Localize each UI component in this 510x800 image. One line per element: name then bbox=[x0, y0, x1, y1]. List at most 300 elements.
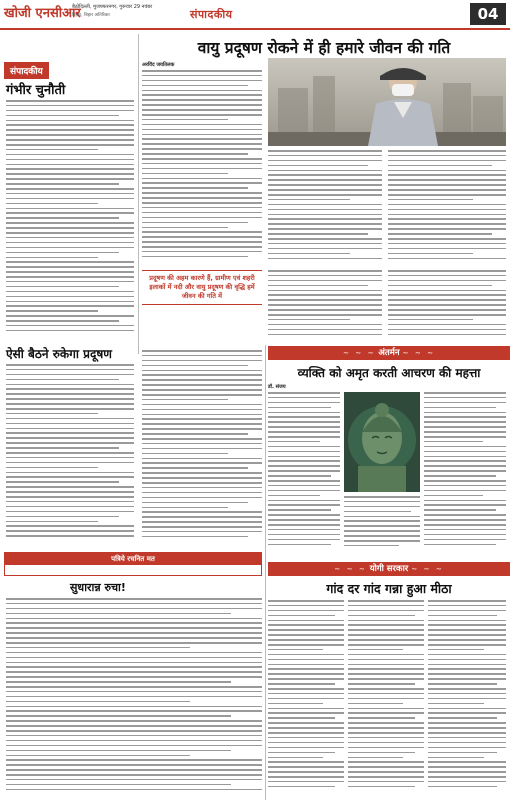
lead-body-col1 bbox=[142, 70, 262, 265]
text-line bbox=[344, 520, 420, 522]
text-line bbox=[424, 412, 506, 414]
page-number: 04 bbox=[470, 3, 506, 25]
text-line bbox=[142, 129, 262, 131]
text-line bbox=[268, 421, 340, 423]
text-line bbox=[142, 438, 262, 440]
text-line bbox=[268, 727, 344, 729]
text-line bbox=[268, 717, 335, 719]
text-line bbox=[6, 740, 262, 742]
text-line bbox=[348, 639, 424, 641]
text-line bbox=[424, 431, 506, 433]
text-line bbox=[142, 173, 228, 175]
text-line bbox=[348, 781, 424, 783]
text-line bbox=[268, 761, 344, 763]
text-line bbox=[268, 500, 340, 502]
text-line bbox=[142, 399, 228, 401]
text-line bbox=[6, 315, 134, 317]
text-line bbox=[6, 784, 231, 786]
text-line bbox=[142, 507, 228, 509]
text-line bbox=[424, 509, 496, 511]
text-line bbox=[348, 757, 403, 759]
text-line bbox=[428, 610, 506, 612]
text-line bbox=[428, 712, 506, 714]
text-line bbox=[142, 158, 262, 160]
text-line bbox=[268, 752, 335, 754]
text-line bbox=[6, 491, 134, 493]
text-line bbox=[388, 199, 473, 201]
text-line bbox=[388, 233, 492, 235]
text-line bbox=[6, 720, 262, 722]
text-line bbox=[388, 194, 506, 196]
text-line bbox=[388, 238, 506, 240]
text-line bbox=[428, 757, 484, 759]
text-line bbox=[388, 174, 506, 176]
text-line bbox=[142, 119, 228, 121]
text-line bbox=[268, 678, 344, 680]
text-line bbox=[6, 237, 134, 239]
text-line bbox=[268, 280, 382, 282]
text-line bbox=[388, 294, 506, 296]
text-line bbox=[142, 104, 262, 106]
text-line bbox=[348, 698, 424, 700]
text-line bbox=[142, 389, 262, 391]
text-line bbox=[142, 231, 262, 233]
text-line bbox=[428, 644, 506, 646]
text-line bbox=[268, 248, 382, 250]
text-line bbox=[142, 482, 262, 484]
lead-byline: अरविंद जयतिलक bbox=[142, 62, 175, 68]
text-line bbox=[6, 242, 134, 244]
text-line bbox=[6, 144, 134, 146]
text-line bbox=[6, 481, 119, 483]
text-line bbox=[6, 501, 134, 503]
text-line bbox=[6, 266, 134, 268]
text-line bbox=[6, 379, 119, 381]
text-line bbox=[268, 294, 382, 296]
cartoon-headline: सुधारान्न रुचा! bbox=[70, 581, 126, 594]
text-line bbox=[268, 456, 340, 458]
text-line bbox=[6, 774, 262, 776]
text-line bbox=[268, 446, 340, 448]
text-line bbox=[428, 620, 506, 622]
text-line bbox=[424, 421, 506, 423]
text-line bbox=[268, 490, 340, 492]
text-line bbox=[142, 492, 262, 494]
text-line bbox=[268, 485, 340, 487]
text-line bbox=[428, 781, 506, 783]
text-line bbox=[268, 634, 344, 636]
text-line bbox=[6, 671, 262, 673]
text-line bbox=[344, 530, 420, 532]
text-line bbox=[268, 285, 368, 287]
text-line bbox=[348, 737, 424, 739]
text-line bbox=[142, 90, 262, 92]
text-line bbox=[348, 629, 424, 631]
text-line bbox=[268, 524, 340, 526]
text-line bbox=[348, 717, 415, 719]
text-line bbox=[424, 451, 506, 453]
text-line bbox=[268, 534, 340, 536]
text-line bbox=[6, 100, 134, 102]
text-line bbox=[268, 722, 344, 724]
text-line bbox=[142, 536, 248, 538]
text-line bbox=[6, 516, 119, 518]
buddha-photo bbox=[344, 392, 420, 492]
text-line bbox=[6, 193, 134, 195]
text-line bbox=[348, 649, 403, 651]
text-line bbox=[268, 253, 350, 255]
text-line bbox=[6, 779, 262, 781]
text-line bbox=[268, 304, 382, 306]
text-line bbox=[142, 99, 262, 101]
text-line bbox=[428, 639, 506, 641]
text-line bbox=[6, 139, 134, 141]
text-line bbox=[428, 654, 506, 656]
column2-body-a bbox=[6, 364, 134, 544]
text-line bbox=[268, 742, 344, 744]
text-line bbox=[6, 325, 134, 327]
text-line bbox=[6, 622, 262, 624]
text-line bbox=[6, 447, 119, 449]
text-line bbox=[348, 712, 424, 714]
buddha-image bbox=[344, 392, 420, 492]
text-line bbox=[268, 708, 344, 710]
text-line bbox=[6, 710, 262, 712]
text-line bbox=[428, 732, 506, 734]
text-line bbox=[268, 605, 344, 607]
text-line bbox=[268, 436, 340, 438]
text-line bbox=[142, 531, 262, 533]
text-line bbox=[344, 496, 420, 498]
text-line bbox=[428, 659, 506, 661]
text-line bbox=[268, 290, 382, 292]
text-line bbox=[348, 771, 424, 773]
text-line bbox=[268, 160, 382, 162]
text-line bbox=[348, 654, 424, 656]
text-line bbox=[424, 539, 506, 541]
text-line bbox=[424, 465, 506, 467]
text-line bbox=[348, 693, 424, 695]
text-line bbox=[6, 530, 134, 532]
text-line bbox=[388, 270, 506, 272]
text-line bbox=[6, 203, 98, 205]
text-line bbox=[6, 496, 134, 498]
text-line bbox=[388, 299, 506, 301]
text-line bbox=[268, 644, 344, 646]
antarman-body-b bbox=[344, 496, 420, 552]
cartoon-caption: पत्रिये रचनित मत bbox=[5, 553, 261, 565]
text-line bbox=[142, 75, 262, 77]
lead-body-col5 bbox=[388, 270, 506, 340]
text-line bbox=[424, 519, 506, 521]
text-line bbox=[268, 639, 344, 641]
text-line bbox=[424, 416, 506, 418]
text-line bbox=[424, 475, 496, 477]
text-line bbox=[428, 683, 497, 685]
text-line bbox=[6, 486, 134, 488]
text-line bbox=[6, 691, 262, 693]
lead-body-col3 bbox=[388, 150, 506, 265]
dateline: बैठोदिल्ली, मुजफ्फरनगर, गुरूवार 29 नवंबर bbox=[72, 4, 153, 10]
text-line bbox=[348, 659, 424, 661]
text-line bbox=[268, 693, 344, 695]
text-line bbox=[268, 199, 350, 201]
text-line bbox=[142, 85, 248, 87]
text-line bbox=[6, 764, 262, 766]
text-line bbox=[6, 120, 134, 122]
text-line bbox=[268, 174, 382, 176]
text-line bbox=[6, 286, 119, 288]
text-line bbox=[6, 388, 134, 390]
text-line bbox=[388, 285, 492, 287]
text-line bbox=[344, 545, 399, 547]
text-line bbox=[268, 441, 320, 443]
text-line bbox=[388, 309, 506, 311]
text-line bbox=[348, 732, 424, 734]
text-line bbox=[268, 170, 382, 172]
text-line bbox=[6, 374, 134, 376]
text-line bbox=[268, 402, 340, 404]
text-line bbox=[142, 526, 262, 528]
text-line bbox=[424, 436, 506, 438]
text-line bbox=[424, 397, 506, 399]
text-line bbox=[142, 467, 248, 469]
text-line bbox=[348, 668, 424, 670]
text-line bbox=[268, 504, 340, 506]
text-line bbox=[268, 664, 344, 666]
text-line bbox=[6, 652, 262, 654]
text-line bbox=[424, 514, 506, 516]
text-line bbox=[142, 236, 262, 238]
text-line bbox=[6, 598, 262, 600]
text-line bbox=[348, 624, 424, 626]
text-line bbox=[268, 329, 382, 331]
text-line bbox=[388, 280, 506, 282]
text-line bbox=[6, 476, 134, 478]
text-line bbox=[6, 257, 98, 259]
text-line bbox=[268, 514, 340, 516]
text-line bbox=[142, 124, 262, 126]
text-line bbox=[6, 715, 231, 717]
text-line bbox=[424, 456, 506, 458]
text-line bbox=[142, 227, 228, 229]
text-line bbox=[388, 209, 506, 211]
text-line bbox=[142, 256, 248, 258]
text-line bbox=[6, 618, 262, 620]
text-line bbox=[388, 165, 492, 167]
text-line bbox=[268, 194, 382, 196]
text-line bbox=[142, 134, 262, 136]
dateline-sub: विहार, बिहार अतिरिक्त bbox=[72, 13, 110, 18]
text-line bbox=[142, 428, 262, 430]
text-line bbox=[388, 189, 506, 191]
text-line bbox=[142, 487, 262, 489]
text-line bbox=[6, 330, 134, 332]
text-line bbox=[428, 664, 506, 666]
text-line bbox=[142, 521, 262, 523]
text-line bbox=[6, 642, 262, 644]
text-line bbox=[142, 409, 262, 411]
text-line bbox=[6, 222, 134, 224]
yogi-headline: गांद दर गांद गन्ना हुआ मीठा bbox=[326, 581, 452, 596]
yogi-body-c bbox=[428, 600, 506, 794]
text-line bbox=[428, 708, 506, 710]
text-line bbox=[142, 374, 262, 376]
text-line bbox=[268, 150, 382, 152]
text-line bbox=[268, 539, 340, 541]
text-line bbox=[142, 246, 262, 248]
text-line bbox=[268, 786, 335, 788]
text-line bbox=[142, 222, 248, 224]
text-line bbox=[268, 480, 340, 482]
text-line bbox=[6, 769, 262, 771]
text-line bbox=[142, 365, 248, 367]
text-line bbox=[428, 698, 506, 700]
antarman-band-label: अंतर्मन bbox=[378, 348, 400, 358]
text-line bbox=[142, 207, 262, 209]
text-line bbox=[6, 281, 134, 283]
text-line bbox=[268, 673, 344, 675]
text-line bbox=[268, 314, 382, 316]
text-line bbox=[142, 448, 262, 450]
text-line bbox=[424, 460, 506, 462]
text-line bbox=[6, 384, 134, 386]
text-line bbox=[428, 693, 506, 695]
text-line bbox=[6, 129, 134, 131]
text-line bbox=[268, 688, 344, 690]
text-line bbox=[348, 664, 424, 666]
text-line bbox=[344, 511, 411, 513]
text-line bbox=[142, 70, 262, 72]
text-line bbox=[344, 540, 420, 542]
text-line bbox=[6, 730, 262, 732]
text-line bbox=[142, 148, 262, 150]
text-line bbox=[424, 441, 483, 443]
text-line bbox=[6, 423, 134, 425]
text-line bbox=[388, 304, 506, 306]
text-line bbox=[142, 477, 262, 479]
text-line bbox=[6, 115, 119, 117]
lead-body-col2 bbox=[268, 150, 382, 265]
text-line bbox=[142, 443, 262, 445]
text-line bbox=[142, 202, 262, 204]
newspaper-brand: खोजी एनसीआर bbox=[4, 6, 81, 21]
text-line bbox=[142, 453, 228, 455]
text-line bbox=[6, 511, 134, 513]
column-rule-right bbox=[265, 345, 266, 800]
text-line bbox=[428, 727, 506, 729]
yogi-band: ~ ~ ~ योगी सरकार ~ ~ ~ bbox=[268, 562, 510, 576]
text-line bbox=[142, 394, 262, 396]
text-line bbox=[142, 80, 262, 82]
text-line bbox=[268, 179, 382, 181]
text-line bbox=[6, 750, 231, 752]
text-line bbox=[268, 757, 323, 759]
text-line bbox=[388, 314, 506, 316]
text-line bbox=[142, 370, 262, 372]
text-line bbox=[348, 703, 403, 705]
text-line bbox=[268, 470, 340, 472]
text-line bbox=[268, 299, 382, 301]
text-line bbox=[348, 727, 424, 729]
text-line bbox=[348, 786, 415, 788]
text-line bbox=[6, 637, 262, 639]
text-line bbox=[348, 766, 424, 768]
text-line bbox=[428, 678, 506, 680]
column-rule bbox=[138, 34, 139, 354]
text-line bbox=[268, 275, 382, 277]
text-line bbox=[388, 150, 506, 152]
text-line bbox=[6, 154, 134, 156]
text-line bbox=[388, 258, 506, 260]
text-line bbox=[6, 320, 119, 322]
text-line bbox=[142, 143, 262, 145]
text-line bbox=[388, 319, 473, 321]
text-line bbox=[428, 761, 506, 763]
text-line bbox=[142, 212, 262, 214]
text-line bbox=[344, 535, 420, 537]
text-line bbox=[428, 703, 484, 705]
text-line bbox=[142, 109, 262, 111]
text-line bbox=[6, 442, 134, 444]
text-line bbox=[6, 627, 262, 629]
text-line bbox=[6, 276, 134, 278]
text-line bbox=[428, 688, 506, 690]
text-line bbox=[428, 786, 497, 788]
text-line bbox=[6, 676, 262, 678]
text-line bbox=[6, 398, 134, 400]
text-line bbox=[344, 501, 420, 503]
text-line bbox=[6, 208, 134, 210]
text-line bbox=[348, 688, 424, 690]
text-line bbox=[142, 163, 262, 165]
text-line bbox=[6, 364, 134, 366]
yogi-body-a bbox=[268, 600, 344, 794]
masthead bbox=[0, 0, 510, 30]
text-line bbox=[268, 334, 382, 336]
text-line bbox=[142, 217, 262, 219]
text-line bbox=[424, 485, 506, 487]
text-line bbox=[142, 462, 262, 464]
text-line bbox=[6, 252, 119, 254]
text-line bbox=[6, 173, 134, 175]
text-line bbox=[142, 511, 262, 513]
text-line bbox=[6, 403, 134, 405]
editorial-body bbox=[6, 100, 134, 340]
text-line bbox=[424, 392, 506, 394]
text-line bbox=[142, 182, 262, 184]
text-line bbox=[348, 644, 424, 646]
text-line bbox=[424, 480, 506, 482]
text-line bbox=[142, 458, 262, 460]
text-line bbox=[268, 747, 344, 749]
text-line bbox=[348, 722, 424, 724]
text-line bbox=[142, 502, 248, 504]
text-line bbox=[6, 301, 134, 303]
text-line bbox=[268, 258, 382, 260]
text-line bbox=[142, 153, 248, 155]
editorial-headline: गंभीर चुनौती bbox=[6, 83, 66, 98]
text-line bbox=[268, 309, 382, 311]
text-line bbox=[6, 408, 134, 410]
text-line bbox=[6, 212, 134, 214]
column2-body-b bbox=[142, 350, 262, 545]
antarman-band: ~ ~ ~ अंतर्मन ~ ~ ~ bbox=[268, 346, 510, 360]
text-line bbox=[268, 184, 382, 186]
text-line bbox=[142, 197, 262, 199]
text-line bbox=[268, 465, 340, 467]
text-line bbox=[6, 472, 134, 474]
